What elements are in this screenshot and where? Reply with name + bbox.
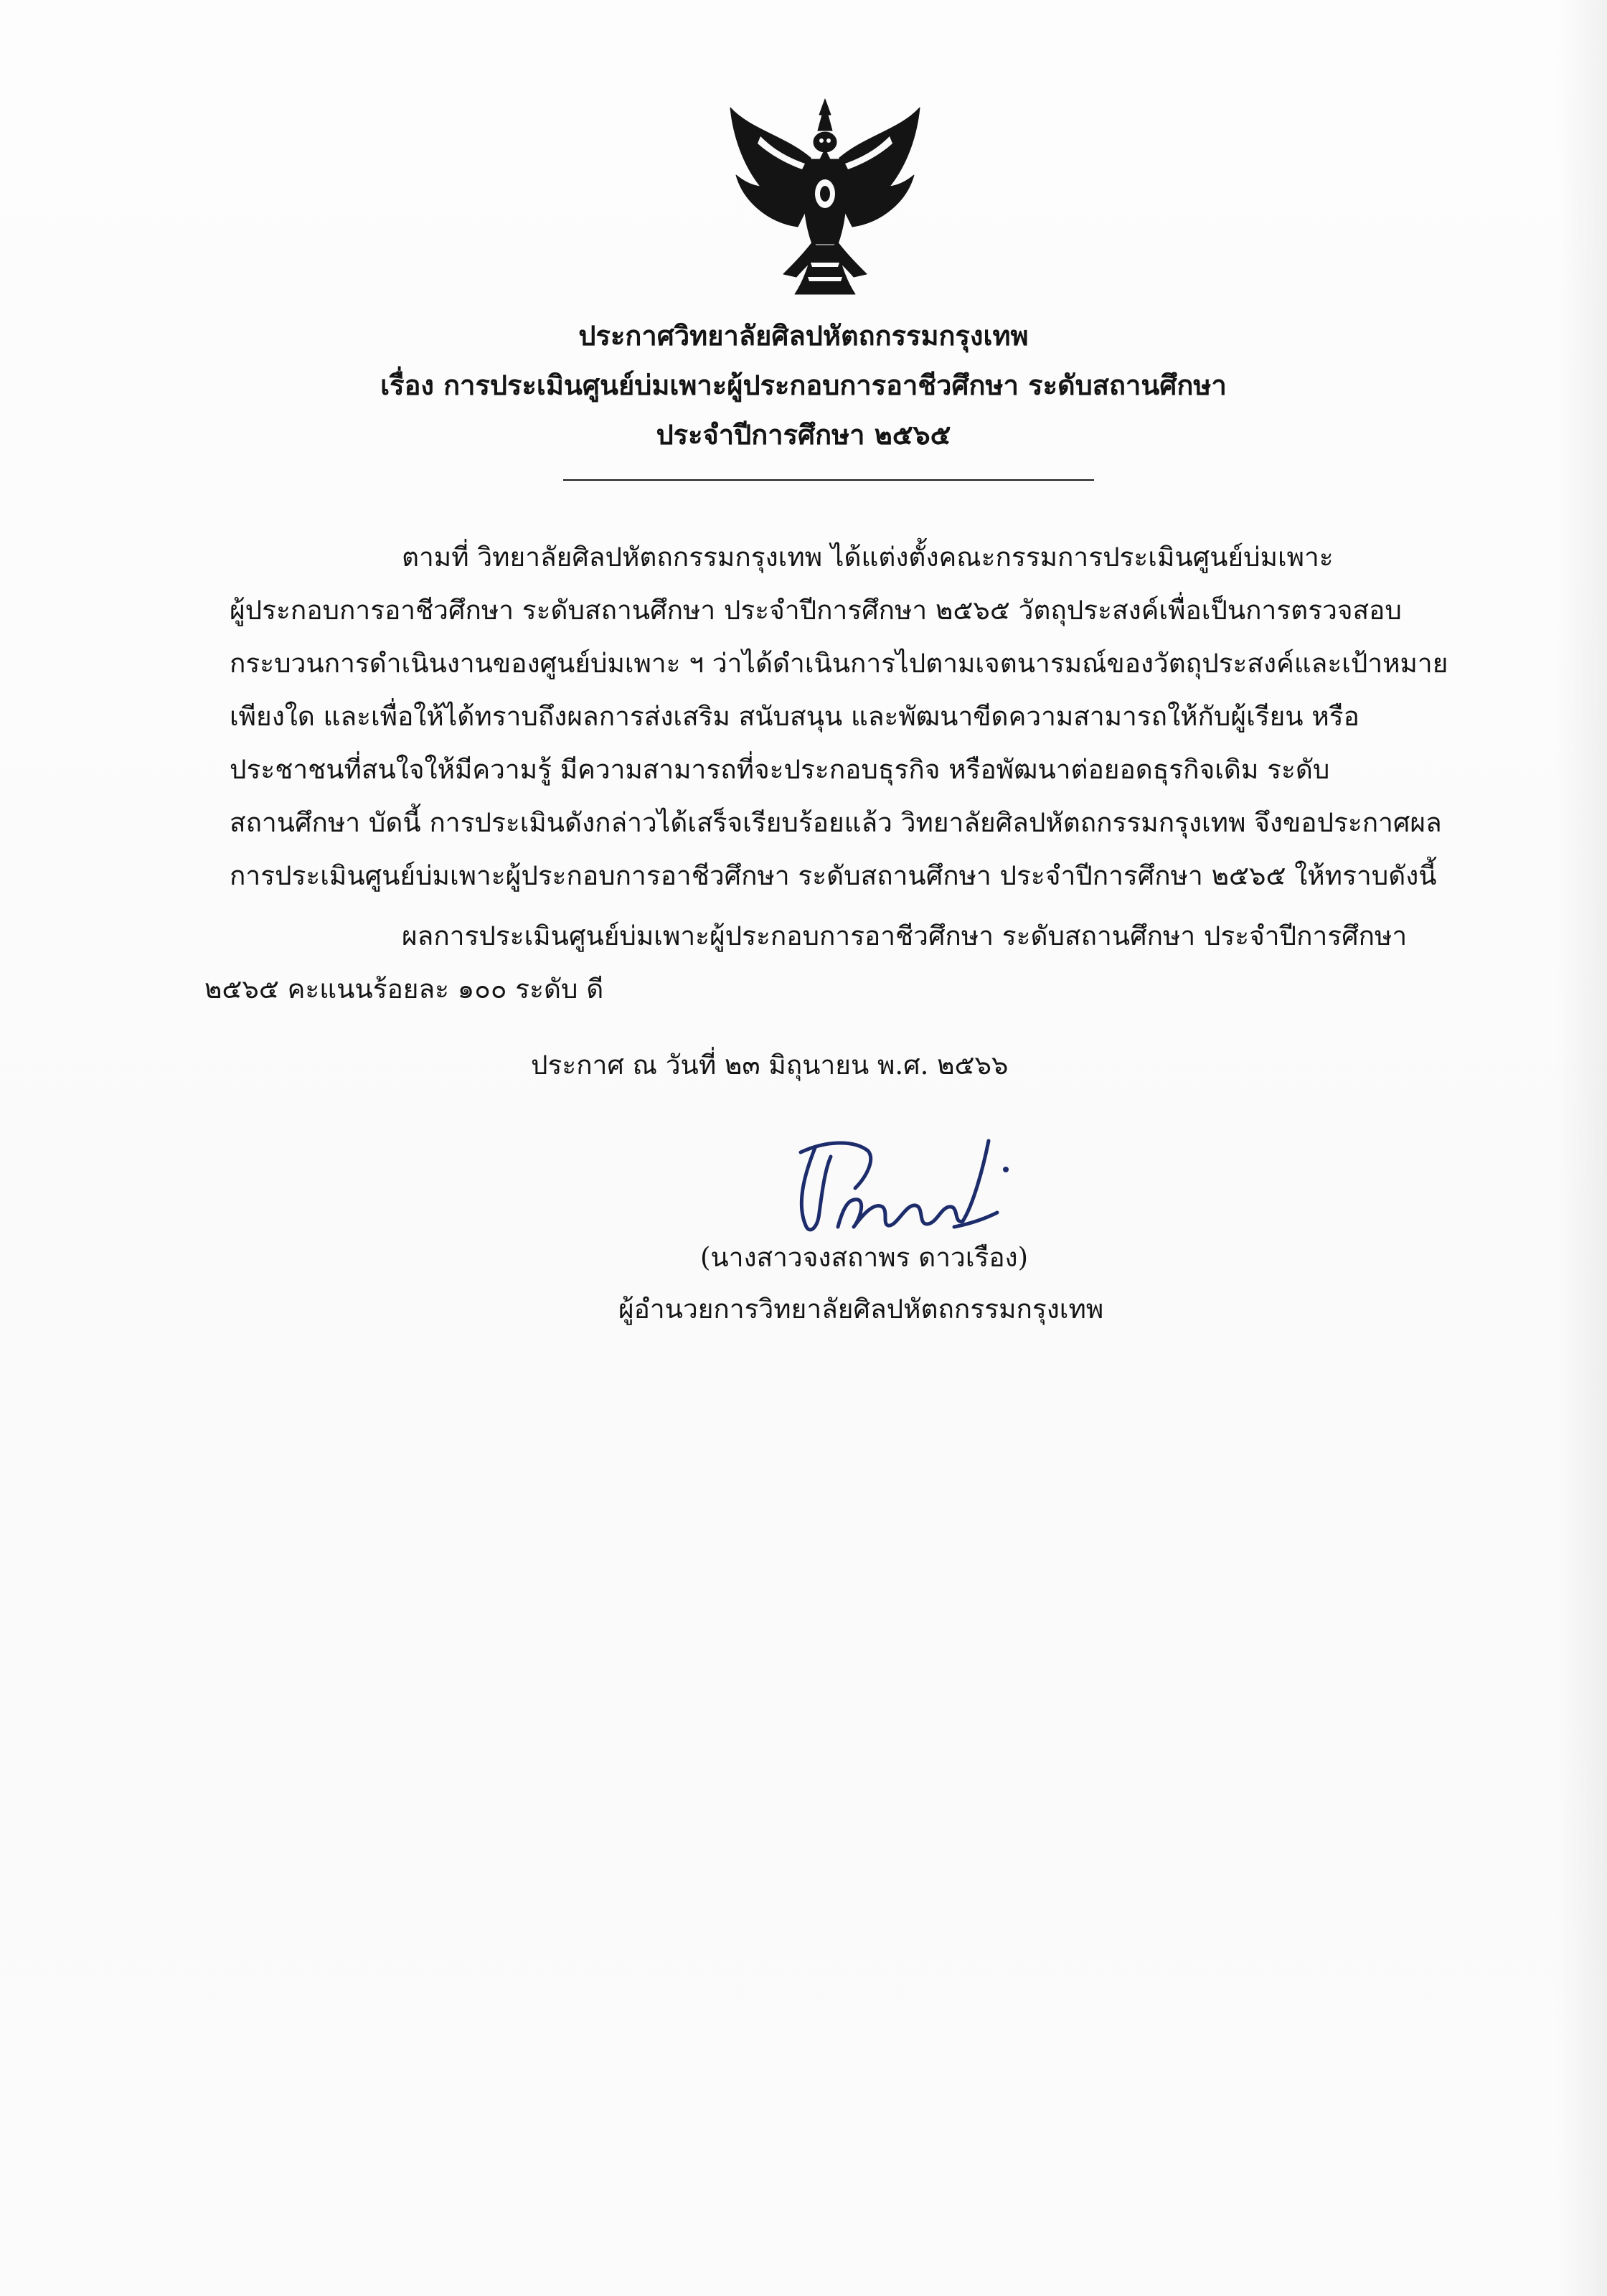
paragraph-line: ผลการประเมินศูนย์บ่มเพาะผู้ประกอบการอาชีวศึกษา ระดับสถานศึกษา ประจำปีการศึกษา	[402, 921, 1408, 951]
announcement-subject: เรื่อง การประเมินศูนย์บ่มเพาะผู้ประกอบการอาชีวศึกษา ระดับสถานศึกษา	[380, 369, 1227, 401]
paragraph-line: ผู้ประกอบการอาชีวศึกษา ระดับสถานศึกษา ประจำปีการศึกษา ๒๕๖๕ วัตถุประสงค์เพื่อเป็นการตรวจสอบ	[230, 595, 1402, 626]
paragraph-line: เพียงใด และเพื่อให้ได้ทราบถึงผลการส่งเสริม สนับสนุน และพัฒนาขีดความสามารถให้กับผู้เรียน หรือ	[230, 701, 1359, 732]
paragraph-line: สถานศึกษา บัดนี้ การประเมินดังกล่าวได้เสร็จเรียบร้อยแล้ว วิทยาลัยศิลปหัตถกรรมกรุงเทพ จึงขอประกาศผล	[230, 807, 1442, 838]
paragraph-line: กระบวนการดำเนินงานของศูนย์บ่มเพาะ ฯ ว่าได้ดำเนินการไปตามเจตนารมณ์ของวัตถุประสงค์และเป้าหมาย	[230, 648, 1448, 679]
garuda-emblem-icon	[717, 86, 933, 301]
paragraph-line: ๒๕๖๕ คะแนนร้อยละ ๑๐๐ ระดับ ดี	[204, 974, 604, 1004]
announcement-title: ประกาศวิทยาลัยศิลปหัตถกรรมกรุงเทพ	[578, 319, 1029, 352]
signer-name: (นางสาวจงสถาพร ดาวเรือง)	[700, 1242, 1029, 1273]
academic-year-line: ประจำปีการศึกษา ๒๕๖๕	[656, 418, 951, 451]
paragraph-line: ประชาชนที่สนใจให้มีความรู้ มีความสามารถที่จะประกอบธุรกิจ หรือพัฒนาต่อยอดธุรกิจเดิม ระดับ	[230, 754, 1330, 785]
paragraph-line: ตามที่ วิทยาลัยศิลปหัตถกรรมกรุงเทพ ได้แต่งตั้งคณะกรรมการประเมินศูนย์บ่มเพาะ	[402, 542, 1334, 573]
handwritten-signature-icon	[775, 1119, 1019, 1256]
announcement-date: ประกาศ ณ วันที่ ๒๓ มิถุนายน พ.ศ. ๒๕๖๖	[531, 1050, 1009, 1081]
title-divider	[563, 479, 1094, 481]
paragraph-line: การประเมินศูนย์บ่มเพาะผู้ประกอบการอาชีวศึกษา ระดับสถานศึกษา ประจำปีการศึกษา ๒๕๖๕ ให้ทราบดังนี้	[230, 860, 1437, 891]
signer-position: ผู้อำนวยการวิทยาลัยศิลปหัตถกรรมกรุงเทพ	[618, 1294, 1104, 1325]
